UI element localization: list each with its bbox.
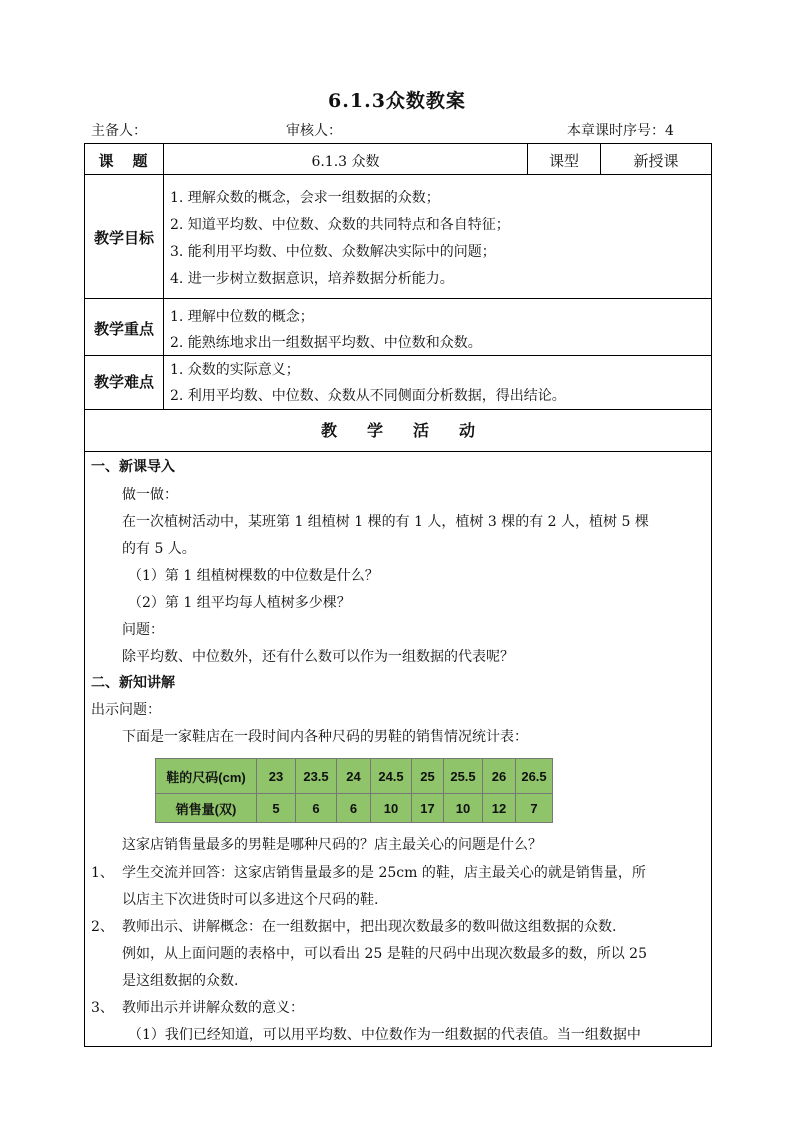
shoe-size-cell: 26.5 — [516, 759, 553, 794]
key-points-label: 教学重点 — [93, 320, 154, 338]
lesson-number: 本章课时序号：4 — [567, 123, 674, 139]
shoe-size-cell: 25 — [412, 759, 444, 794]
objective-item: 3. 能利用平均数、中位数、众数解决实际中的问题； — [170, 244, 496, 260]
body-text: 以店主下次进货时可以多进这个尺码的鞋. — [122, 892, 379, 908]
page-title: 6.1.3众数教案 — [328, 90, 466, 112]
key-point-item: 2. 能熟练地求出一组数据平均数、中位数和众数。 — [170, 335, 482, 351]
divider — [84, 409, 712, 410]
shoe-sales-table — [155, 758, 553, 823]
divider — [163, 143, 164, 409]
shoe-size-cell: 23.5 — [296, 759, 337, 794]
shoe-size-cell: 24 — [337, 759, 371, 794]
activities-title: 教学活动 — [320, 421, 505, 440]
sales-cell: 6 — [296, 794, 337, 823]
body-text: 出示问题： — [91, 702, 161, 718]
shoe-size-cell: 26 — [483, 759, 516, 794]
objective-item: 1. 理解众数的概念，会求一组数据的众数； — [170, 190, 440, 206]
body-text: 教师出示并讲解众数的意义： — [122, 1000, 304, 1016]
sales-cell: 5 — [257, 794, 296, 823]
body-text: 问题： — [122, 622, 164, 638]
sales-cell: 17 — [412, 794, 444, 823]
body-text: 这家店销售量最多的男鞋是哪种尺码的？店主最关心的问题是什么？ — [122, 837, 542, 853]
sales-cell: 6 — [337, 794, 371, 823]
section-heading: 二、新知讲解 — [91, 675, 175, 691]
sales-header: 销售量(双) — [156, 794, 257, 823]
item-number: 2、 — [91, 919, 114, 935]
divider — [84, 451, 712, 452]
body-text: 除平均数、中位数外，还有什么数可以作为一组数据的代表呢？ — [122, 649, 514, 665]
sales-cell: 10 — [371, 794, 412, 823]
topic-label: 课 题 — [98, 152, 150, 170]
difficulties-label: 教学难点 — [93, 373, 154, 391]
item-number: 1、 — [91, 865, 114, 881]
body-text: 在一次植树活动中，某班第 1 组植树 1 棵的有 1 人，植树 3 棵的有 2 人，植树 5 棵 — [122, 514, 649, 530]
shoe-size-cell: 25.5 — [444, 759, 483, 794]
body-text: （1）第 1 组植树棵数的中位数是什么？ — [128, 568, 379, 584]
topic-value: 6.1.3 众数 — [311, 154, 380, 170]
shoe-size-cell: 23 — [257, 759, 296, 794]
body-text: 学生交流并回答：这家店销售量最多的是 25cm 的鞋，店主最关心的就是销售量，所 — [122, 865, 646, 881]
body-text: 下面是一家鞋店在一段时间内各种尺码的男鞋的销售情况统计表： — [122, 729, 528, 745]
body-text: 是这组数据的众数. — [122, 973, 239, 989]
difficulty-item: 1. 众数的实际意义； — [170, 362, 300, 378]
divider — [84, 174, 712, 175]
sales-cell: 10 — [444, 794, 483, 823]
preparer-label: 主备人： — [91, 123, 147, 139]
body-text: 教师出示、讲解概念：在一组数据中，把出现次数最多的数叫做这组数据的众数. — [122, 919, 617, 935]
section-heading: 一、新课导入 — [91, 459, 175, 475]
key-point-item: 1. 理解中位数的概念； — [170, 309, 314, 325]
body-text: 例如，从上面问题的表格中，可以看出 25 是鞋的尺码中出现次数最多的数，所以 25 — [122, 946, 647, 962]
body-text: （1）我们已经知道，可以用平均数、中位数作为一组数据的代表值。当一组数据中 — [128, 1027, 641, 1043]
type-value: 新授课 — [633, 152, 679, 170]
shoe-size-cell: 24.5 — [371, 759, 412, 794]
divider — [84, 355, 712, 356]
body-text: 的有 5 人。 — [122, 541, 196, 557]
objective-item: 2. 知道平均数、中位数、众数的共同特点和各自特征； — [170, 217, 510, 233]
sales-cell: 12 — [483, 794, 516, 823]
objective-item: 4. 进一步树立数据意识，培养数据分析能力。 — [170, 271, 454, 287]
body-text: 做一做： — [122, 487, 178, 503]
body-text: （2）第 1 组平均每人植树多少棵？ — [128, 595, 351, 611]
divider — [84, 298, 712, 299]
objectives-label: 教学目标 — [93, 229, 154, 247]
shoe-size-header: 鞋的尺码(cm) — [156, 759, 257, 794]
item-number: 3、 — [91, 1000, 114, 1016]
sales-cell: 7 — [516, 794, 553, 823]
type-label: 课型 — [548, 152, 579, 170]
difficulty-item: 2. 利用平均数、中位数、众数从不同侧面分析数据，得出结论。 — [170, 388, 566, 404]
reviewer-label: 审核人： — [286, 123, 342, 139]
